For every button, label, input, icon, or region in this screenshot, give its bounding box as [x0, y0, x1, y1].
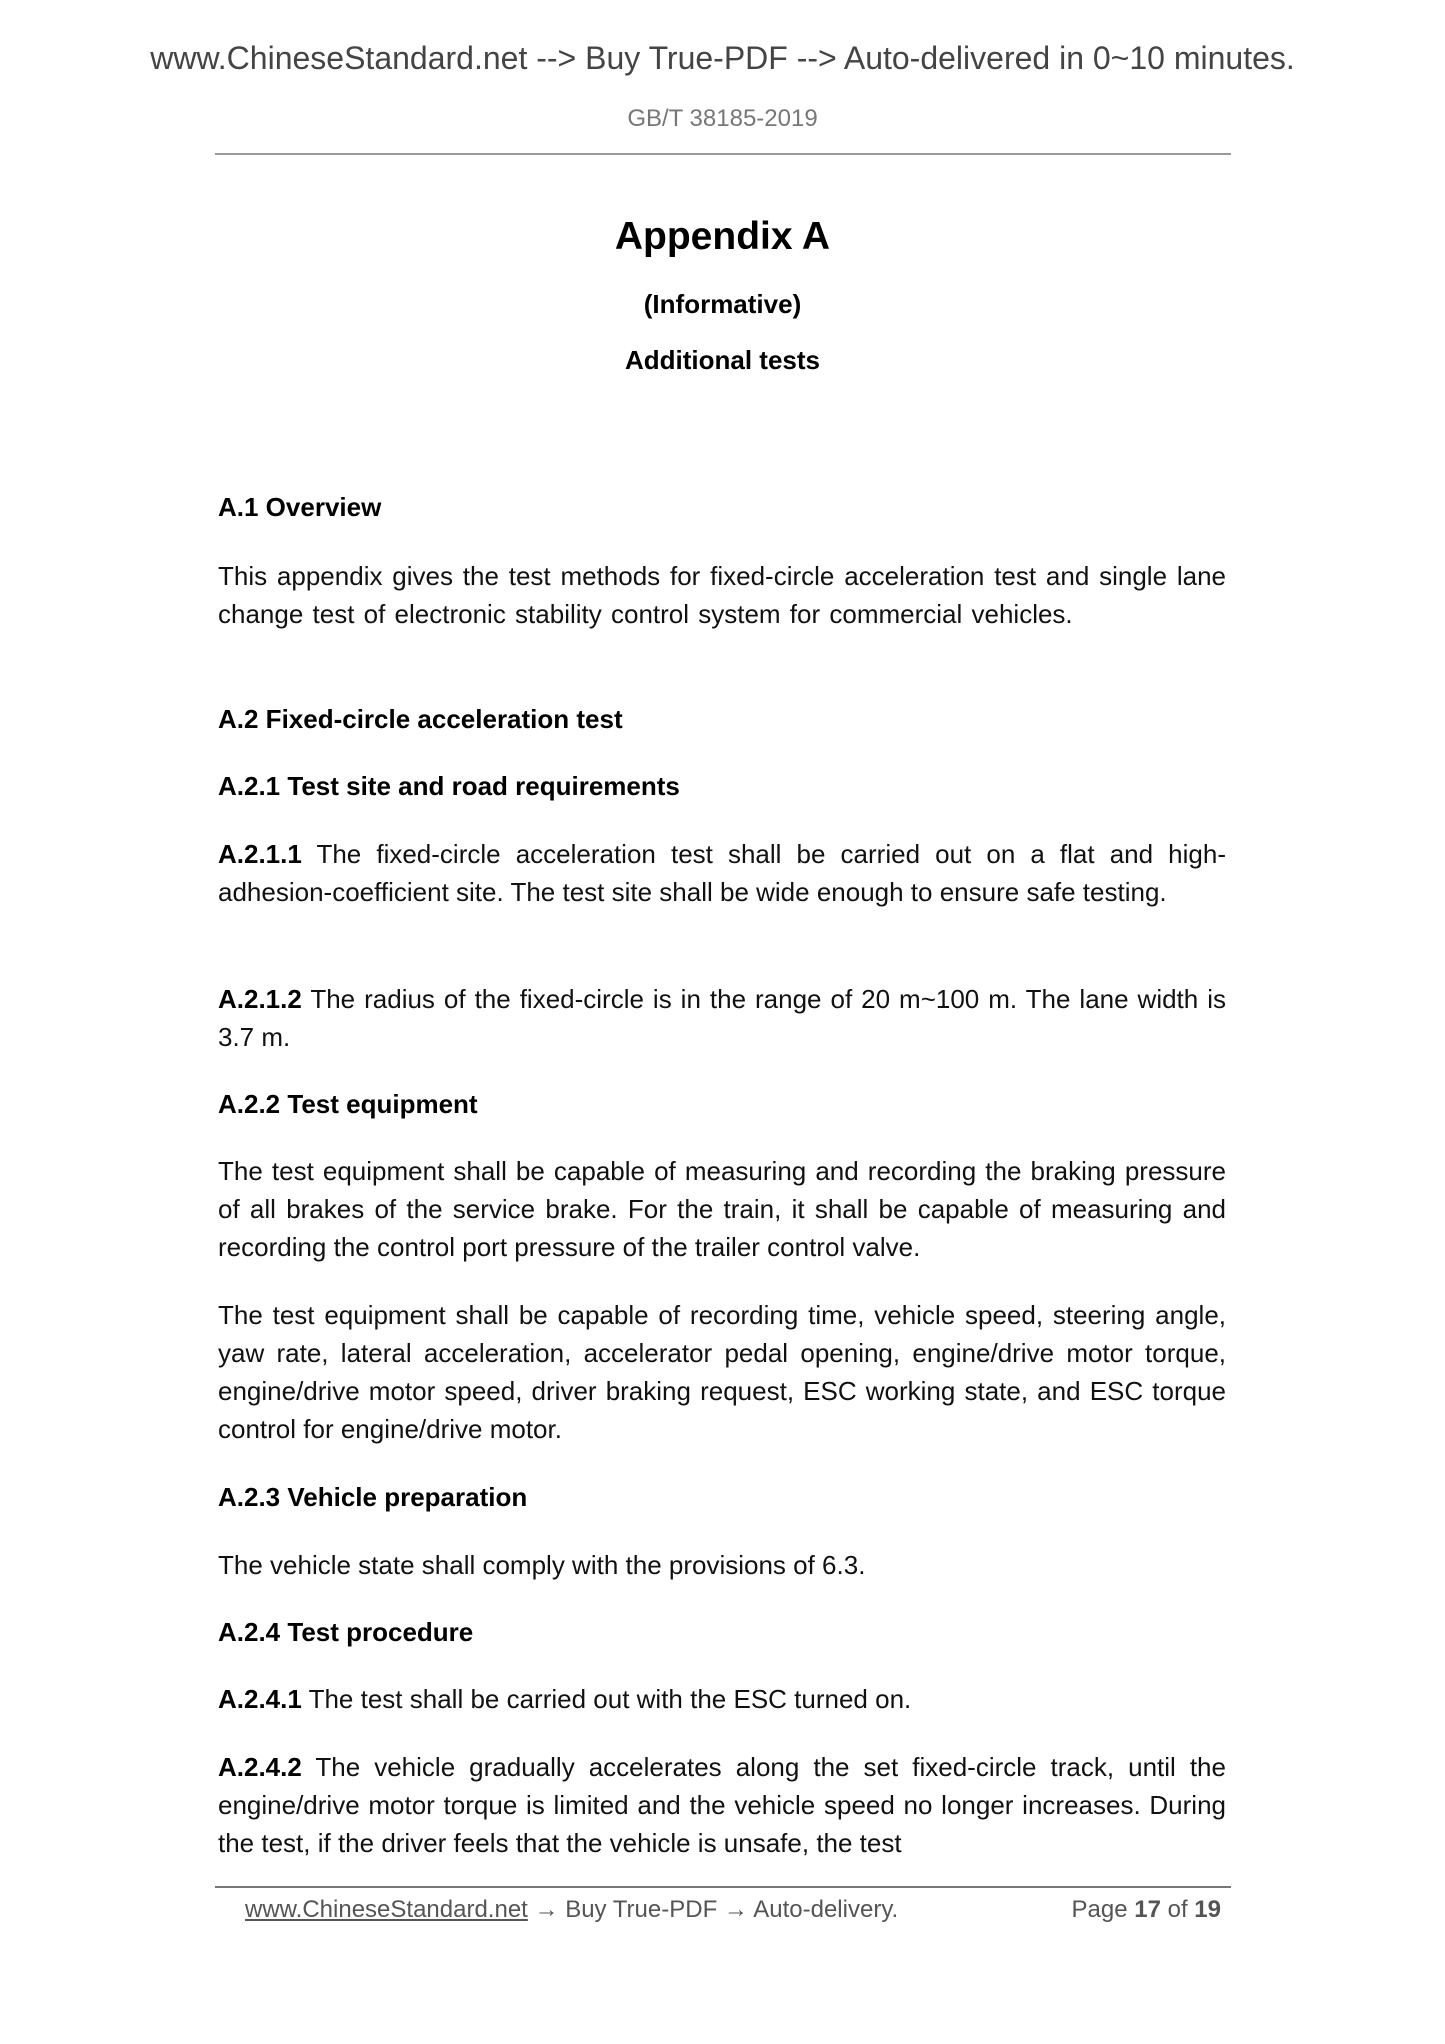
page-footer [245, 1895, 1227, 1925]
clause-a242 [218, 1748, 1226, 1862]
appendix-type: (Informative) [643, 289, 802, 319]
promo-banner: www.ChineseStandard.net --> Buy True-PDF --> Auto-delivered in 0~10 minutes. [150, 40, 1295, 76]
clause-text: The vehicle gradually accelerates along the set fixed-circle track, until the engine/drive motor torque is limited and the vehicle speed no longer increases. During the test, if the driver feels that the vehicle is unsafe, the test [218, 1752, 1226, 1858]
footer-site-link[interactable]: www.ChineseStandard.net [245, 1896, 528, 1923]
section-heading-a1: A.1 Overview [218, 492, 382, 522]
clause-number: A.2.1.1 [218, 839, 302, 869]
page-current: 17 [1134, 1896, 1161, 1923]
section-heading-a21: A.2.1 Test site and road requirements [218, 771, 680, 801]
appendix-subtitle: Additional tests [624, 345, 820, 375]
section-heading-a24: A.2.4 Test procedure [218, 1617, 474, 1647]
section-heading-a2: A.2 Fixed-circle acceleration test [218, 704, 623, 734]
header-divider [215, 153, 1231, 155]
of-label: of [1167, 1896, 1188, 1923]
clause-a241 [218, 1680, 1226, 1718]
footer-buy-text: Buy True-PDF [565, 1896, 718, 1923]
paragraph-a23: The vehicle state shall comply with the provisions of 6.3. [218, 1550, 866, 1580]
footer-delivery-text: Auto-delivery. [753, 1896, 899, 1923]
page-indicator [1072, 1895, 1222, 1925]
arrow-right-icon: → [534, 1896, 559, 1923]
appendix-title: Appendix A [614, 215, 831, 258]
clause-a212 [218, 980, 1226, 1056]
clause-text: The test shall be carried out with the ESC turned on. [308, 1684, 912, 1714]
clause-number: A.2.4.1 [218, 1684, 302, 1714]
clause-number: A.2.1.2 [218, 984, 302, 1014]
footer-divider [215, 1886, 1231, 1888]
section-heading-a22: A.2.2 Test equipment [218, 1089, 478, 1119]
paragraph-a1: This appendix gives the test methods for fixed-circle acceleration test and single lane change test of electronic stability control system for commercial vehicles. [218, 561, 1226, 629]
section-heading-a23: A.2.3 Vehicle preparation [218, 1482, 528, 1512]
clause-number: A.2.4.2 [218, 1752, 302, 1782]
clause-a211 [218, 835, 1226, 911]
paragraph-a22-1: The test equipment shall be capable of measuring and recording the braking pressure of all brakes of the service brake. For the train, it shall be capable of measuring and recording the control port pressure of the trailer control valve. [218, 1156, 1226, 1262]
page-total: 19 [1194, 1896, 1221, 1923]
paragraph-a22-2: The test equipment shall be capable of recording time, vehicle speed, steering angle, yaw rate, lateral acceleration, accelerator pedal opening, engine/drive motor torque, engine/drive motor speed, driver braking request, ESC working state, and ESC torque control for engine/drive motor. [218, 1300, 1226, 1444]
clause-text: The radius of the fixed-circle is in the range of 20 m~100 m. The lane width is 3.7 m. [218, 984, 1226, 1052]
arrow-right-icon: → [723, 1896, 748, 1923]
page-label: Page [1071, 1896, 1128, 1923]
standard-code: GB/T 38185-2019 [627, 105, 818, 132]
clause-text: The fixed-circle acceleration test shall be carried out on a flat and high-adhesion-coefficient site. The test site shall be wide enough to ensure safe testing. [218, 839, 1226, 907]
